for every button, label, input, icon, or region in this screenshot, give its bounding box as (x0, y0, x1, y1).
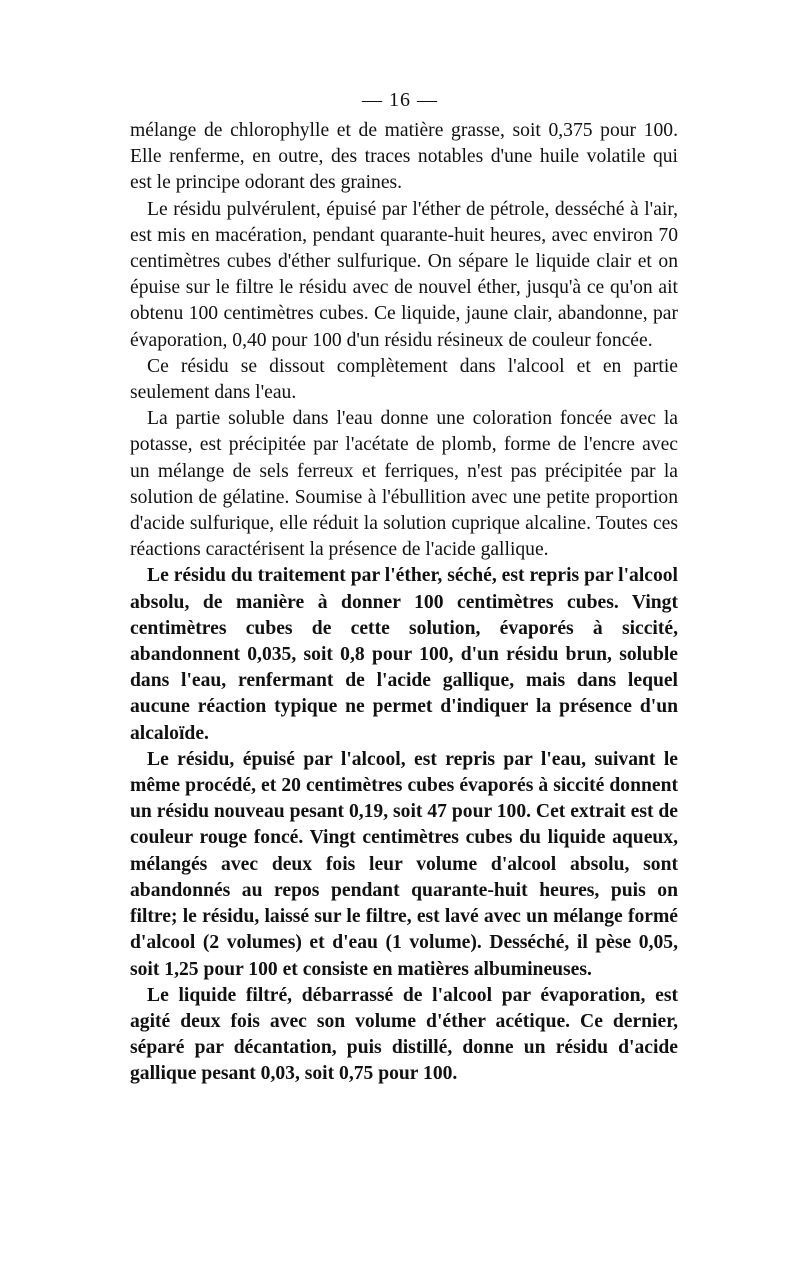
paragraph-2: Le résidu pulvérulent, épuisé par l'éther de pétrole, desséché à l'air, est mis en macération, pendant quarante-huit heures, avec environ 70 centimètres cubes d'éther sulfurique. On sépare le liquide clair et on épuise sur le filtre le résidu avec de nouvel éther, jusqu'à ce qu'on ait obtenu 100 centimètres cubes. Ce liquide, jaune clair, abandonne, par évaporation, 0,40 pour 100 d'un résidu résineux de couleur foncée. (130, 198, 678, 351)
paragraph-7: Le liquide filtré, débarrassé de l'alcool par évaporation, est agité deux fois avec son volume d'éther acétique. Ce dernier, séparé par décantation, puis distillé, donne un résidu d'acide gallique pesant 0,03, soit 0,75 pour 100. (130, 984, 678, 1085)
page-number: — 16 — (362, 89, 438, 111)
paragraph-3: Ce résidu se dissout complètement dans l'alcool et en partie seulement dans l'eau. (130, 355, 678, 404)
paragraph-6: Le résidu, épuisé par l'alcool, est repris par l'eau, suivant le même procédé, et 20 centimètres cubes évaporés à siccité donnent un résidu nouveau pesant 0,19, soit 47 pour 100. Cet extrait est de couleur rouge foncé. Vingt centimètres cubes du liquide aqueux, mélangés avec deux fois leur volume d'alcool absolu, sont abandonnés au repos pendant quarante-huit heures, puis on filtre; le résidu, laissé sur le filtre, est lavé avec un mélange formé d'alcool (2 volumes) et d'eau (1 volume). Desséché, il pèse 0,05, soit 1,25 pour 100 et consiste en matières albumineuses. (130, 748, 678, 980)
body-text (130, 118, 678, 1088)
paragraph-1: mélange de chlorophylle et de matière grasse, soit 0,375 pour 100. Elle renferme, en outre, des traces notables d'une huile volatile qui est le principe odorant des graines. (130, 120, 678, 194)
paragraph-4: La partie soluble dans l'eau donne une coloration foncée avec la potasse, est précipitée par l'acétate de plomb, forme de l'encre avec un mélange de sels ferreux et ferriques, n'est pas précipitée par la solution de gélatine. Soumise à l'ébullition avec une petite proportion d'acide sulfurique, elle réduit la solution cuprique alcaline. Toutes ces réactions caractérisent la présence de l'acide gallique. (130, 408, 678, 561)
paragraph-5: Le résidu du traitement par l'éther, séché, est repris par l'alcool absolu, de manière à donner 100 centimètres cubes. Vingt centimètres cubes de cette solution, évaporés à siccité, abandonnent 0,035, soit 0,8 pour 100, d'un résidu brun, soluble dans l'eau, renfermant de l'acide gallique, mais dans lequel aucune réaction typique ne permet d'indiquer la présence d'un alcaloïde. (130, 565, 678, 744)
